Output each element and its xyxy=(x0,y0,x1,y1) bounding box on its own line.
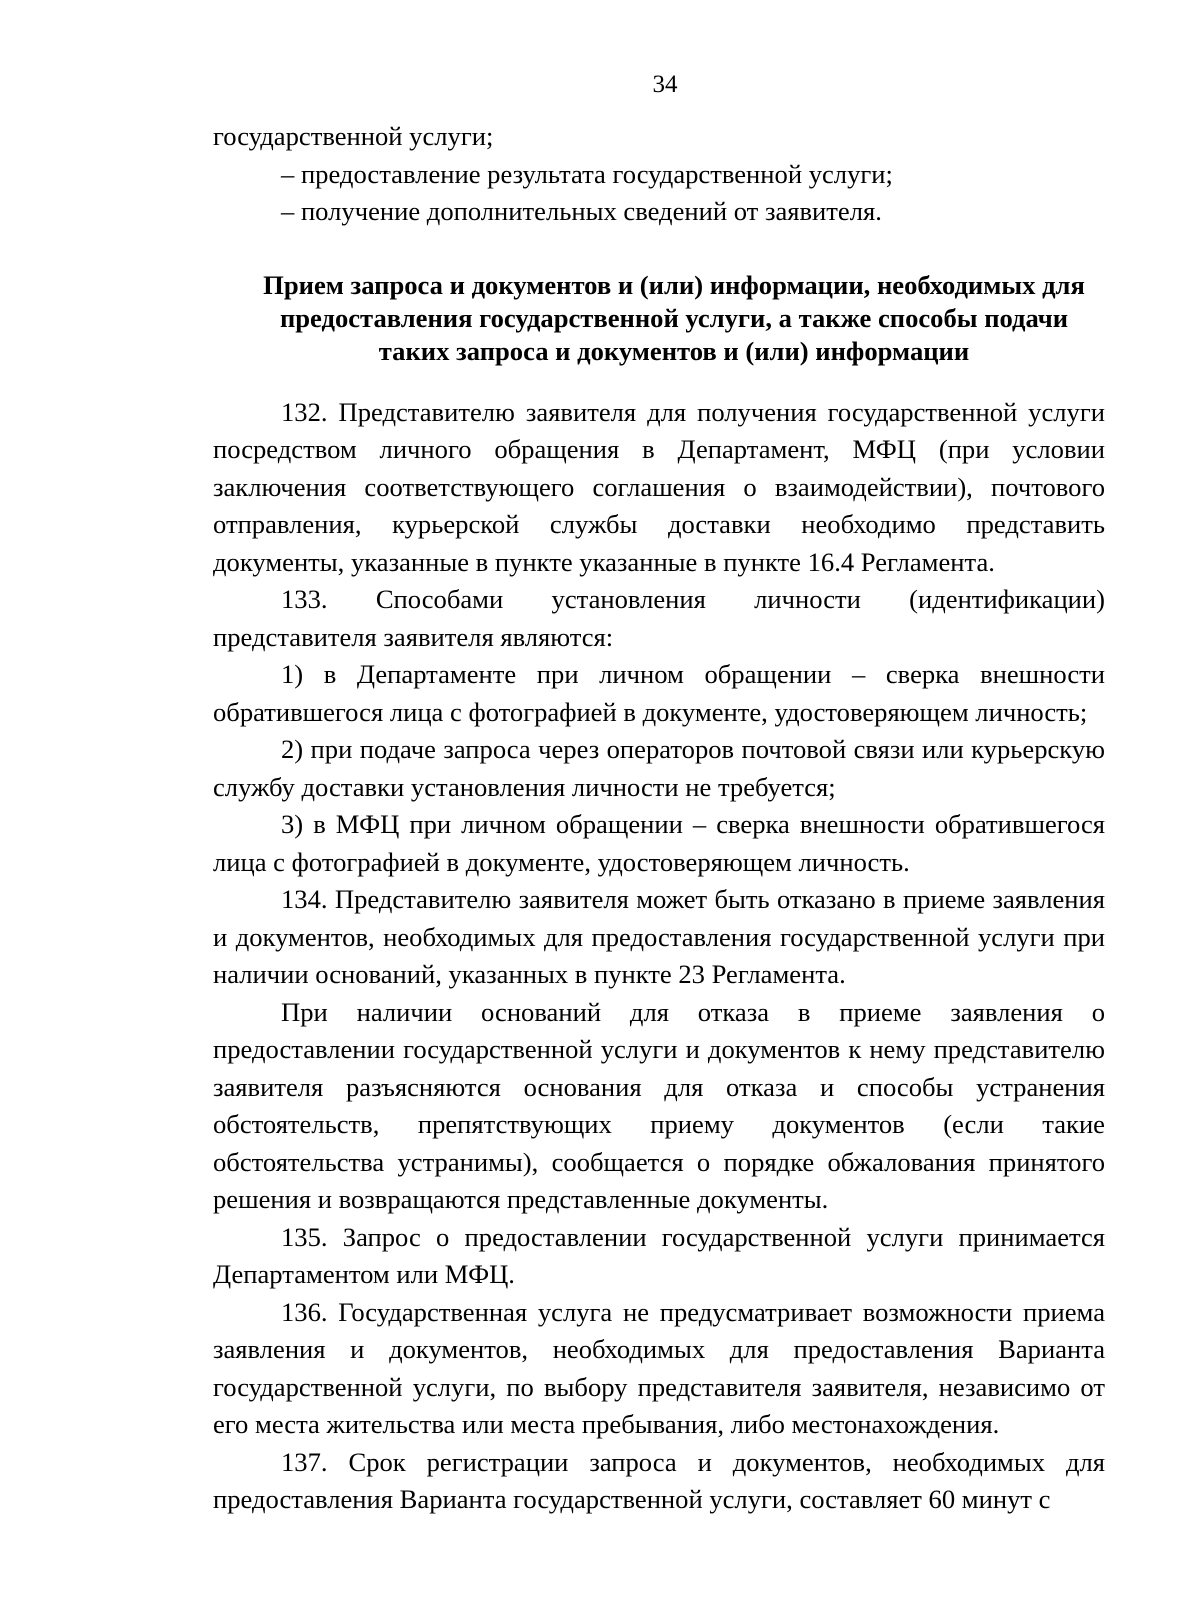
paragraph-135: 135. Запрос о предоставлении государственной услуги принимается Департаментом или МФЦ. xyxy=(213,1221,1105,1289)
paragraph-134: 134. Представителю заявителя может быть отказано в приеме заявления и документов, необходимых для предоставления государственной услуги при наличии оснований, указанных в пункте 23 Регламента. xyxy=(213,884,1105,989)
paragraph-132: 132. Представителю заявителя для получения государственной услуги посредством личного обращения в Департамент, МФЦ (при условии заключения соответствующего соглашения о взаимодействии), почтового отправления, курьерской службы доставки необходимо представить документы, указанные в пункте указанные в пункте 16.4 Регламента. xyxy=(213,396,1105,577)
paragraph-133-item-1: 1) в Департаменте при личном обращении – сверка внешности обратившегося лица с фотографией в документе, удостоверяющем личность; xyxy=(213,659,1105,727)
continuation-line: государственной услуги; xyxy=(213,121,494,151)
paragraph-136: 136. Государственная услуга не предусматривает возможности приема заявления и документов, необходимых для предоставления Варианта государственной услуги, по выбору представителя заявителя, независимо от его места жительства или места пребывания, либо местонахождения. xyxy=(213,1296,1105,1439)
paragraph-137: 137. Срок регистрации запроса и документов, необходимых для предоставления Варианта государственной услуги, составляет 60 минут с xyxy=(213,1446,1105,1514)
document-body xyxy=(213,118,1105,1519)
list-item-result: – предоставление результата государственной услуги; xyxy=(281,158,893,189)
paragraph-133-item-2: 2) при подаче запроса через операторов почтовой связи или курьерскую службу доставки установления личности не требуется; xyxy=(213,734,1105,802)
section-heading: Прием запроса и документов и (или) информации, необходимых для предоставления государственной услуги, а также способы подачи таких запроса и документов и (или) информации xyxy=(263,269,1085,366)
paragraph-133: 133. Способами установления личности (идентификации) представителя заявителя являются: xyxy=(213,584,1105,652)
list-item-additional-info: – получение дополнительных сведений от заявителя. xyxy=(281,196,882,226)
paragraph-134-continuation: При наличии оснований для отказа в приеме заявления о предоставлении государственной услуги и документов к нему представителю заявителя разъясняются основания для отказа и способы устранения обстоятельств, препятствующих приему документов (если такие обстоятельства устранимы), сообщается о порядке обжалования принятого решения и возвращаются представленные документы. xyxy=(213,996,1105,1214)
paragraph-133-item-3: 3) в МФЦ при личном обращении – сверка внешности обратившегося лица с фотографией в документе, удостоверяющем личность. xyxy=(213,809,1105,877)
page-number: 34 xyxy=(652,71,678,98)
